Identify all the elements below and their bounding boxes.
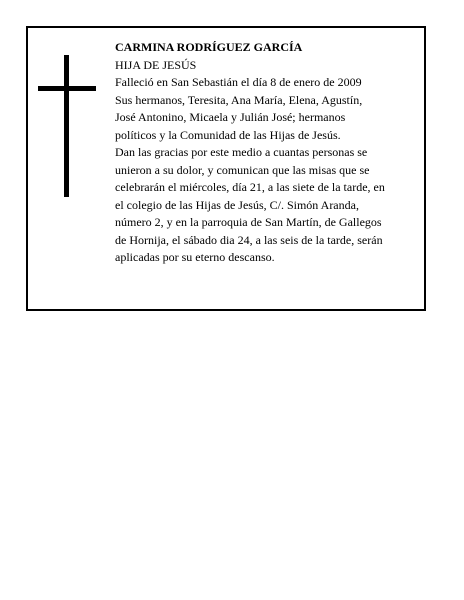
family-line: políticos y la Comunidad de las Hijas de Jesús. <box>115 127 341 142</box>
family-line: José Antonino, Micaela y Julián José; hermanos <box>115 110 346 124</box>
deceased-subtitle: HIJA DE JESÚS <box>115 57 197 72</box>
message-line: de Hornija, el sábado dia 24, a las seis de la tarde, serán <box>115 232 383 247</box>
notice-text <box>115 39 423 267</box>
message-line: celebrarán el miércoles, día 21, a las siete de la tarde, en <box>115 180 385 194</box>
family-line: Sus hermanos, Teresita, Ana María, Elena, Agustín, <box>115 92 363 107</box>
message-line: el colegio de las Hijas de Jesús, C/. Simón Aranda, <box>115 197 359 212</box>
cross-horizontal-bar <box>38 86 96 91</box>
message-line: aplicadas por su eterno descanso. <box>115 250 275 264</box>
cross-icon <box>38 55 96 197</box>
message-line: unieron a su dolor, y comunican que las misas que se <box>115 162 370 177</box>
deceased-name: CARMINA RODRÍGUEZ GARCÍA <box>115 40 303 54</box>
death-announcement: Falleció en San Sebastián el día 8 de enero de 2009 <box>115 75 362 89</box>
obituary-notice <box>26 26 426 311</box>
message-line: número 2, y en la parroquia de San Martín, de Gallegos <box>115 215 382 229</box>
message-line: Dan las gracias por este medio a cuantas personas se <box>115 145 368 159</box>
cross-vertical-bar <box>64 55 69 197</box>
